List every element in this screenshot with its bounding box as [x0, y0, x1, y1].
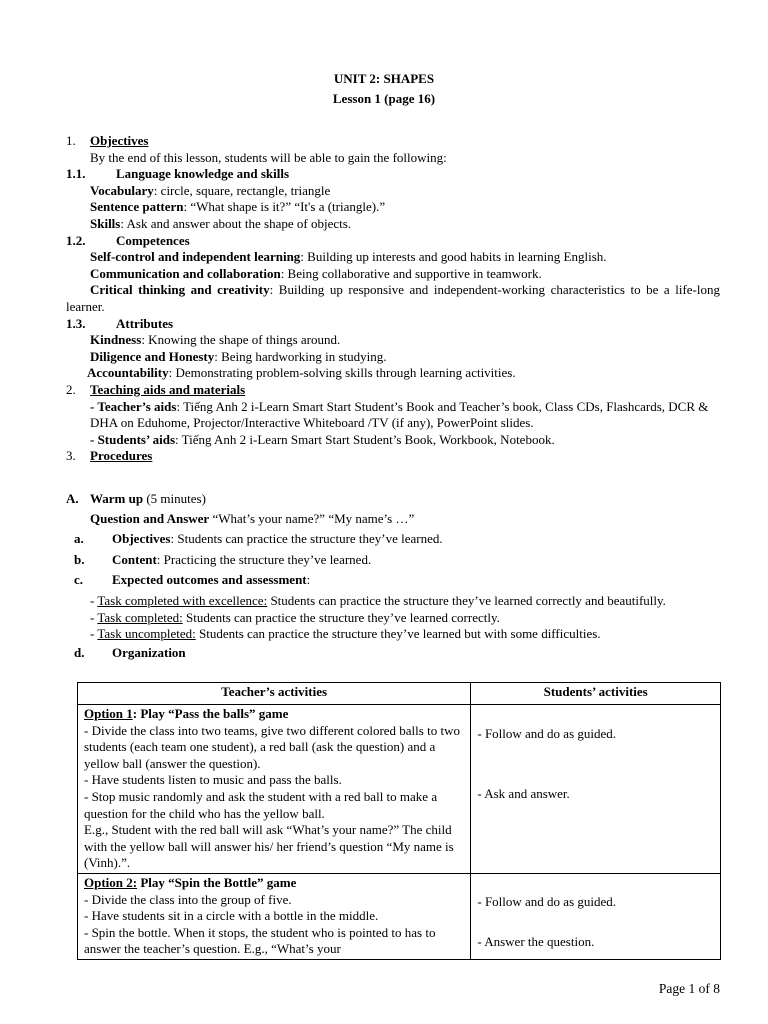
objectives-item: Objectives: Students can practice the structure they’ve learned. — [112, 531, 443, 547]
list-item: - Stop music randomly and ask the student with a red ball to make a question for the child who has the yellow ball. — [84, 788, 438, 821]
task-excellence-line: - Task completed with excellence: Students can practice the structure they’ve learned correctly and beautifully. — [90, 592, 666, 608]
student-aids-line: - Students’ aids: Tiếng Anh 2 i-Learn Smart Start Student’s Book, Workbook, Notebook. — [90, 431, 555, 447]
section-number: 1. — [66, 133, 76, 148]
list-item: - Answer the question. — [477, 933, 595, 949]
list-item: - Have students listen to music and pass the balls. — [84, 772, 342, 788]
table-row — [78, 705, 721, 874]
self-control-line: Self-control and independent learning: Building up interests and good habits in learning English. — [90, 249, 607, 265]
list-item: E.g., Student with the red ball will ask “What’s your name?” The child with the yellow ball will answer his/ her friend’s question “My name is (Vinh).”. — [84, 822, 454, 871]
critical-thinking-line: Critical thinking and creativity: Building up responsive and independent-working characteristics to be a life-long learner. — [66, 282, 720, 314]
skills-line: Skills: Ask and answer about the shape of objects. — [90, 215, 352, 231]
objectives-section — [66, 133, 720, 465]
section-number: 3. — [66, 448, 76, 464]
list-item: - Follow and do as guided. — [477, 726, 617, 741]
list-item: - Spin the bottle. When it stops, the student who is pointed to has to answer the teacher’s question. E.g., “What’s your — [84, 924, 436, 957]
item-letter: c. — [74, 572, 84, 588]
list-item: - Have students sit in a circle with a bottle in the middle. — [84, 908, 379, 924]
subsection-heading: Competences — [116, 232, 190, 248]
subsection-heading: Attributes — [116, 315, 174, 331]
option-title: : Play “Pass the balls” game — [132, 706, 289, 721]
table-row — [78, 873, 721, 959]
subsection-heading: Language knowledge and skills — [116, 166, 290, 182]
vocabulary-line: Vocabulary: circle, square, rectangle, triangle — [90, 182, 331, 198]
section-heading: Objectives — [90, 133, 149, 148]
section-letter: A. — [66, 491, 79, 506]
option-label: Option 2: — [84, 874, 138, 890]
lesson-title: Lesson 1 (page 16) — [332, 91, 436, 106]
students-activities-header: Students’ activities — [471, 683, 721, 705]
expected-outcomes-item: Expected outcomes and assessment: — [112, 572, 311, 588]
warmup-section — [66, 491, 720, 661]
option-title: Play “Spin the Bottle” game — [137, 874, 297, 890]
sentence-pattern-line: Sentence pattern: “What shape is it?” “It's a (triangle).” — [90, 199, 386, 215]
list-item: - Divide the class into the group of five. — [84, 891, 292, 907]
teacher-activities-header: Teacher’s activities — [78, 683, 471, 705]
item-letter: b. — [74, 551, 85, 567]
organization-item: Organization — [112, 644, 186, 660]
diligence-line: Diligence and Honesty: Being hardworking in studying. — [90, 348, 387, 364]
question-answer-line: Question and Answer “What’s your name?” “My name’s …” — [90, 510, 415, 526]
section-heading: Procedures — [90, 448, 153, 464]
list-item: - Divide the class into two teams, give two different colored balls to two students (each team one student), a red ball (ask the question) and a yellow ball (answer the question). — [84, 722, 460, 771]
section-heading: Warm up — [90, 491, 144, 506]
subsection-number: 1.1. — [66, 166, 86, 182]
section-number: 2. — [66, 381, 76, 397]
warmup-time: (5 minutes) — [143, 491, 206, 506]
item-letter: a. — [74, 531, 84, 547]
unit-title: UNIT 2: SHAPES — [333, 71, 435, 86]
objectives-intro: By the end of this lesson, students will be able to gain the following: — [90, 149, 447, 165]
communication-line: Communication and collaboration: Being collaborative and supportive in teamwork. — [90, 265, 542, 281]
option1-teacher-cell — [78, 705, 471, 874]
subsection-number: 1.3. — [66, 315, 86, 331]
teacher-aids-line: - Teacher’s aids: Tiếng Anh 2 i-Learn Smart Start Student’s Book and Teacher’s book, Class CDs, Flashcards, DCR & DHA on Eduhome, Projector/Interactive Whiteboard /TV (if any), PowerPoint slides. — [90, 398, 709, 431]
task-uncompleted-line: - Task uncompleted: Students can practice the structure they’ve learned but with some difficulties. — [90, 626, 601, 642]
option2-students-cell — [471, 873, 721, 959]
kindness-line: Kindness: Knowing the shape of things around. — [90, 332, 341, 348]
task-completed-line: - Task completed: Students can practice the structure they’ve learned correctly. — [90, 609, 500, 625]
subsection-number: 1.2. — [66, 232, 86, 248]
option-label: Option 1 — [84, 706, 133, 721]
accountability-line: Accountability: Demonstrating problem-solving skills through learning activities. — [87, 365, 516, 381]
activities-table — [77, 682, 721, 960]
item-letter: d. — [74, 644, 85, 660]
list-item: - Follow and do as guided. — [477, 893, 617, 909]
content-item: Content: Practicing the structure they’ve learned. — [112, 551, 372, 567]
table-header-row — [78, 683, 721, 705]
option1-students-cell — [471, 705, 721, 874]
option2-teacher-cell — [78, 873, 471, 959]
list-item: - Ask and answer. — [477, 785, 570, 801]
page-number: Page 1 of 8 — [658, 981, 720, 996]
section-heading: Teaching aids and materials — [90, 381, 246, 397]
